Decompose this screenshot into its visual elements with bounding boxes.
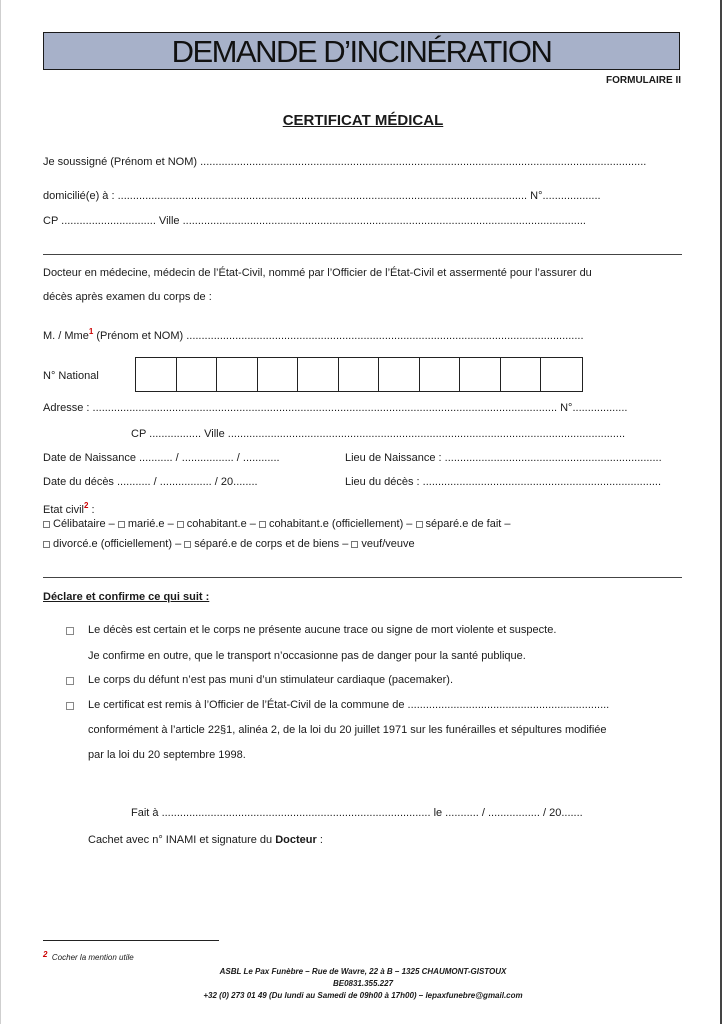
national-number-cell[interactable] xyxy=(339,358,380,391)
declaration-item-3-line-1[interactable]: Le certificat est remis à l’Officier de l’État-Civil de la commune de .................................................................. xyxy=(88,699,610,711)
declaration-item-3-line-3: par la loi du 20 septembre 1998. xyxy=(88,749,246,761)
civil-status-text: Etat civil xyxy=(43,504,84,516)
civil-status-options-row-1 xyxy=(43,518,511,530)
declaration-item-2: Le corps du défunt n’est pas muni d’un stimulateur cardiaque (pacemaker). xyxy=(88,674,454,686)
checkbox-icon[interactable] xyxy=(66,677,74,685)
civil-option-separe-fait[interactable]: séparé.e de fait – xyxy=(416,518,511,530)
deceased-name-rest: (Prénom et NOM) .................................................................................................................................. xyxy=(93,330,584,342)
civil-status-label xyxy=(43,501,95,516)
civil-option-veuf[interactable]: veuf/veuve xyxy=(351,538,414,550)
birth-place-field[interactable]: Lieu de Naissance : ....................................................................... xyxy=(345,452,662,464)
footer-contact: +32 (0) 273 01 49 (Du lundi au Samedi de 09h00 à 17h00) – lepaxfunebre@gmail.com xyxy=(203,991,523,1000)
deceased-name-field[interactable] xyxy=(43,327,584,342)
civil-option-cohabitant[interactable]: cohabitant.e – xyxy=(177,518,256,530)
national-number-cell[interactable] xyxy=(420,358,461,391)
checkbox-icon[interactable] xyxy=(259,521,266,528)
civil-option-separe-corps[interactable]: séparé.e de corps et de biens – xyxy=(184,538,348,550)
declaration-item-1-line-1: Le décès est certain et le corps ne présente aucune trace ou signe de mort violente et suspecte. xyxy=(88,624,557,636)
footer-address: ASBL Le Pax Funèbre – Rue de Wavre, 22 à B – 1325 CHAUMONT-GISTOUX xyxy=(219,967,507,976)
form-title-banner: DEMANDE D’INCINÉRATION xyxy=(43,32,680,70)
intro-line-2: décès après examen du corps de : xyxy=(43,291,212,303)
checkbox-icon[interactable] xyxy=(184,541,191,548)
checkbox-icon[interactable] xyxy=(351,541,358,548)
certificate-title: CERTIFICAT MÉDICAL xyxy=(282,112,444,129)
declaration-item-3-line-2: conformément à l’article 22§1, alinéa 2, de la loi du 20 juillet 1971 sur les funérailles et sépultures modifiée xyxy=(88,724,607,736)
civil-option-divorce[interactable]: divorcé.e (officiellement) – xyxy=(43,538,181,550)
footer-company-number: BE0831.355.227 xyxy=(332,979,394,988)
declarant-name-field[interactable]: Je soussigné (Prénom et NOM) .................................................................................................................................................. xyxy=(43,156,647,168)
national-number-cell[interactable] xyxy=(258,358,299,391)
declaration-heading: Déclare et confirme ce qui suit : xyxy=(43,591,210,603)
national-number-cell[interactable] xyxy=(217,358,258,391)
page-edge-right xyxy=(720,0,722,1024)
declarant-domicile-field[interactable]: domicilié(e) à : ...................................................................................................................................... N°................... xyxy=(43,190,601,202)
checkbox-icon[interactable] xyxy=(43,521,50,528)
civil-status-options-row-2 xyxy=(43,538,415,550)
civil-option-celibataire[interactable]: Célibataire – xyxy=(43,518,115,530)
checkbox-icon[interactable] xyxy=(66,627,74,635)
national-number-cell[interactable] xyxy=(298,358,339,391)
checkbox-icon[interactable] xyxy=(177,521,184,528)
footnote-divider xyxy=(43,940,219,941)
national-number-cell[interactable] xyxy=(541,358,582,391)
deceased-name-prefix: M. / Mme xyxy=(43,330,89,342)
section-divider xyxy=(43,577,682,578)
checkbox-icon[interactable] xyxy=(416,521,423,528)
checkbox-icon[interactable] xyxy=(43,541,50,548)
intro-line-1: Docteur en médecine, médecin de l’État-Civil, nommé par l’Officier de l’État-Civil et assermenté pour l’assurer du xyxy=(43,267,592,279)
civil-option-cohabitant-officiel[interactable]: cohabitant.e (officiellement) – xyxy=(259,518,413,530)
civil-option-marie[interactable]: marié.e – xyxy=(118,518,174,530)
deceased-address-field[interactable]: Adresse : ........................................................................................................................................................ N°.................. xyxy=(43,402,628,414)
national-number-cell[interactable] xyxy=(136,358,177,391)
footnote-ref-2: 2 xyxy=(83,501,89,510)
national-number-grid[interactable] xyxy=(135,357,583,392)
death-place-field[interactable]: Lieu du décès : .............................................................................. xyxy=(345,476,662,488)
birth-date-field[interactable]: Date de Naissance ........... / ................. / ............ xyxy=(43,452,280,464)
footnote-ref-1: 1 xyxy=(88,327,94,336)
checkbox-icon[interactable] xyxy=(118,521,125,528)
section-divider xyxy=(43,254,682,255)
death-date-field[interactable]: Date du décès ........... / ................. / 20........ xyxy=(43,476,258,488)
page-edge-left xyxy=(0,0,1,1024)
national-number-cell[interactable] xyxy=(501,358,542,391)
declaration-item-1-line-2: Je confirme en outre, que le transport n’occasionne pas de danger pour la santé publique. xyxy=(88,650,526,662)
footnote-text: Cocher la mention utile xyxy=(51,953,134,962)
civil-status-colon: : xyxy=(88,504,95,516)
checkbox-icon[interactable] xyxy=(66,702,74,710)
footnote-number: 2 xyxy=(43,950,48,959)
form-number: FORMULAIRE II xyxy=(606,75,681,86)
fait-a-field[interactable]: Fait à ........................................................................................ le ........... / ................. / 20....... xyxy=(131,807,583,819)
deceased-cp-city-field[interactable]: CP ................. Ville .................................................................................................................................. xyxy=(131,428,626,440)
national-number-label: N° National xyxy=(43,370,99,382)
national-number-cell[interactable] xyxy=(177,358,218,391)
stamp-signature-label: Cachet avec n° INAMI et signature du Docteur : xyxy=(88,834,323,846)
national-number-cell[interactable] xyxy=(460,358,501,391)
footnote xyxy=(43,950,134,962)
national-number-cell[interactable] xyxy=(379,358,420,391)
declarant-cp-city-field[interactable]: CP ............................... Ville .................................................................................................................................... xyxy=(43,215,586,227)
